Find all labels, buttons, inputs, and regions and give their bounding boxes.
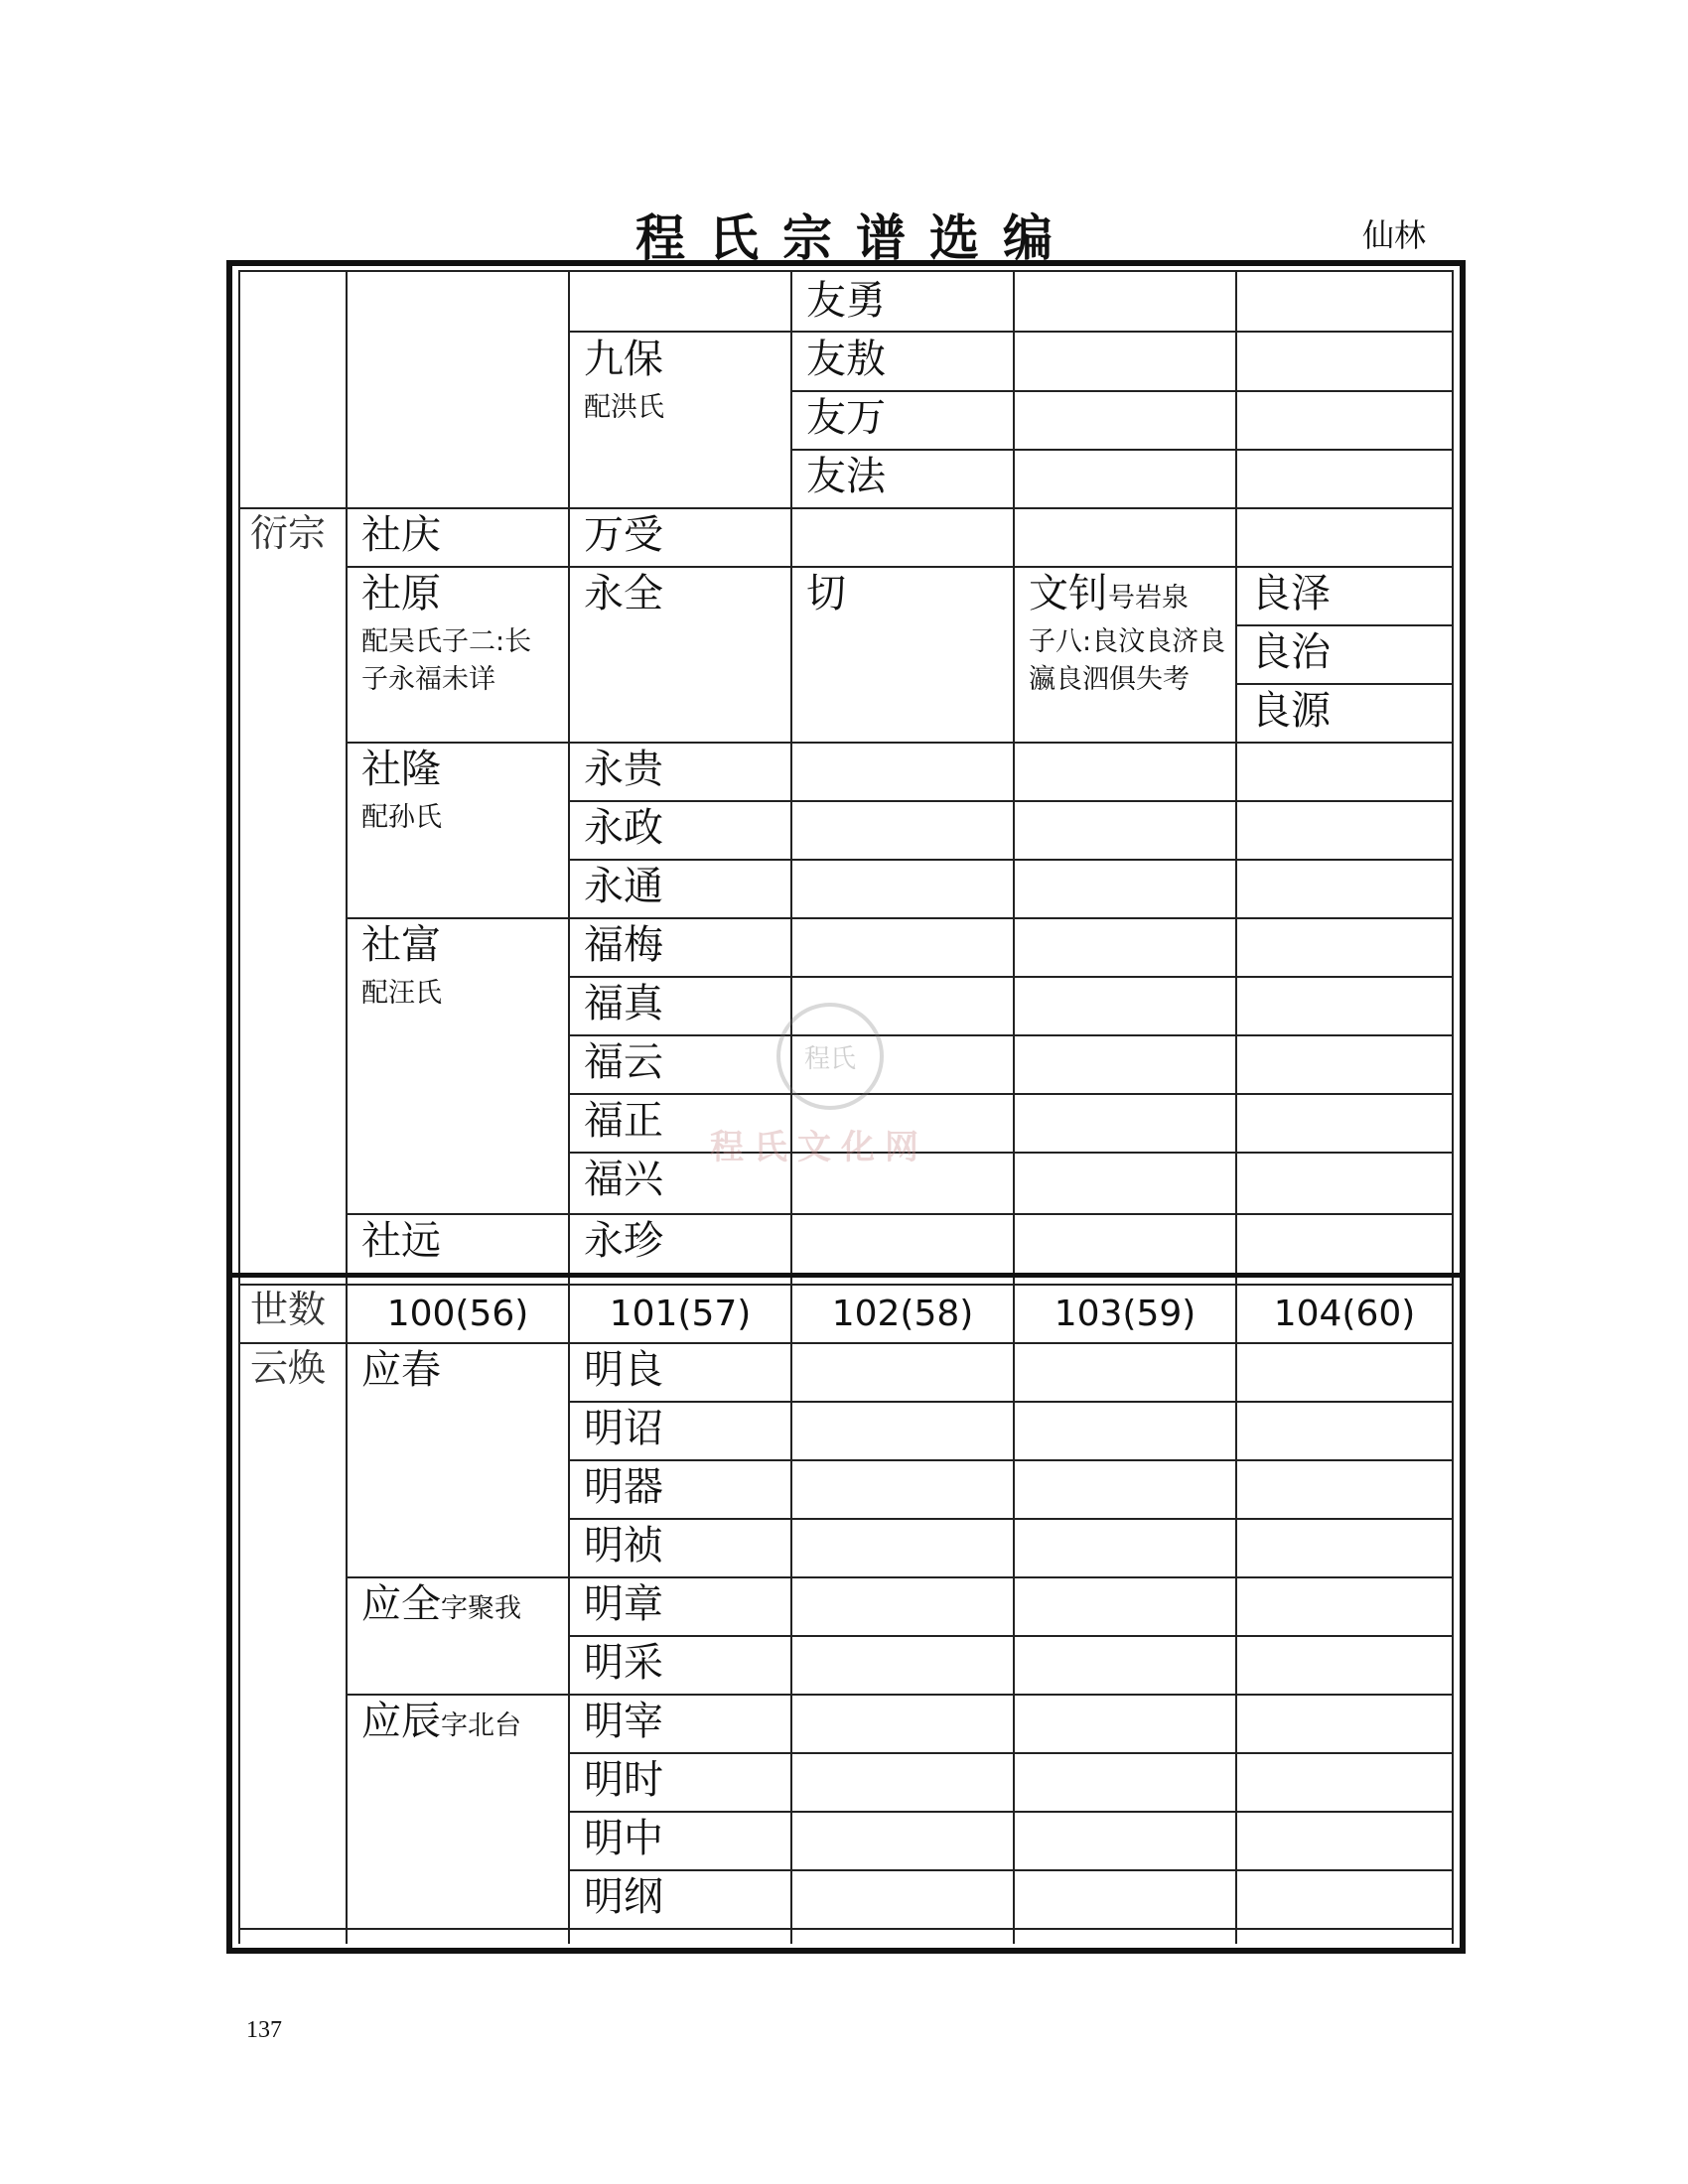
watermark-seal: 程氏 <box>776 1003 884 1110</box>
page-title: 程氏宗谱选编 <box>635 208 1076 267</box>
person-name: 社原 <box>361 571 441 616</box>
row-divider <box>238 1928 1454 1930</box>
generation-label: 世数 <box>250 1288 327 1331</box>
person-name: 永通 <box>584 864 663 909</box>
c4-name: 友法 <box>806 454 886 499</box>
person-name: 福兴 <box>584 1157 663 1202</box>
person-name: 明章 <box>584 1581 663 1627</box>
person-name: 明宰 <box>584 1699 663 1744</box>
person-name: 应春 <box>361 1347 441 1393</box>
person-name-with-note <box>361 1583 521 1625</box>
branch-label: 云焕 <box>250 1346 327 1390</box>
person-name: 永全 <box>584 571 663 616</box>
person-name: 社庆 <box>361 512 441 558</box>
person-name: 明祯 <box>584 1523 663 1569</box>
row-divider <box>568 331 1454 333</box>
generation-header: 101(57) <box>609 1294 752 1334</box>
person-name: 应全 <box>361 1581 441 1627</box>
row-divider <box>568 800 1454 802</box>
person-name: 万受 <box>584 512 663 558</box>
row-divider <box>238 1342 1454 1344</box>
person-name: 良治 <box>1251 629 1331 675</box>
row-divider <box>568 1635 1454 1637</box>
row-divider <box>568 1811 1454 1813</box>
row-divider <box>568 1518 1454 1520</box>
person-name: 明纲 <box>584 1874 663 1920</box>
generation-header: 100(56) <box>386 1294 529 1334</box>
generation-header: 103(59) <box>1054 1294 1196 1334</box>
person-name: 明良 <box>584 1347 663 1393</box>
person-note: 配汪氏 <box>361 978 442 1009</box>
person-name: 永珍 <box>584 1218 663 1264</box>
person-name: 应辰 <box>361 1699 441 1744</box>
person-note: 配洪氏 <box>584 392 664 423</box>
person-name: 福梅 <box>584 922 663 968</box>
c4-name: 友万 <box>806 395 886 441</box>
col-divider <box>238 270 240 1944</box>
place-name: 仙林 <box>1362 216 1427 254</box>
person-name: 永贵 <box>584 747 663 792</box>
person-name-with-note <box>361 1701 521 1742</box>
person-inline-note: 号岩泉 <box>1108 583 1189 614</box>
row-divider <box>568 859 1454 861</box>
person-name: 明采 <box>584 1640 663 1686</box>
row-divider <box>346 1213 1454 1215</box>
row-divider <box>346 742 1454 744</box>
row-divider <box>568 1869 1454 1871</box>
page-number: 137 <box>246 2017 282 2043</box>
person-name: 良泽 <box>1251 571 1331 616</box>
watermark-text: 程氏文化网 <box>710 1128 928 1167</box>
row-divider <box>568 1459 1454 1461</box>
person-inline-note: 字聚我 <box>441 1593 521 1624</box>
c4-name: 友勇 <box>806 278 886 324</box>
person-note: 配孙氏 <box>361 802 442 833</box>
person-name: 社远 <box>361 1218 441 1264</box>
row-divider <box>568 1752 1454 1754</box>
person-name: 切 <box>806 571 846 616</box>
person-name: 福真 <box>584 981 663 1026</box>
person-name: 明诏 <box>584 1406 663 1451</box>
person-name: 明中 <box>584 1816 663 1861</box>
person-name-with-note <box>1029 573 1189 614</box>
generation-header: 102(58) <box>831 1294 974 1334</box>
person-name: 良源 <box>1251 688 1331 734</box>
row-divider <box>568 1034 1454 1036</box>
row-divider <box>568 976 1454 978</box>
row-divider <box>1235 683 1454 685</box>
row-divider <box>346 566 1454 568</box>
row-divider <box>1235 624 1454 626</box>
c4-name: 友敖 <box>806 337 886 382</box>
row-divider <box>346 1576 1454 1578</box>
person-inline-note: 字北台 <box>441 1710 521 1741</box>
row-divider <box>238 507 1454 509</box>
person-name: 福云 <box>584 1039 663 1085</box>
row-divider <box>346 917 1454 919</box>
person-note: 子八:良汶良济良瀛良泗俱失考 <box>1029 626 1226 695</box>
generation-header: 104(60) <box>1273 1294 1416 1334</box>
person-name: 明器 <box>584 1464 663 1510</box>
person-name: 福正 <box>584 1098 663 1144</box>
branch-label: 衍宗 <box>250 511 327 555</box>
row-divider <box>238 270 1454 272</box>
person-note: 配吴氏子二:长子永福未详 <box>361 626 532 695</box>
person-name: 永政 <box>584 805 663 851</box>
row-divider <box>790 449 1454 451</box>
row-divider <box>346 1694 1454 1696</box>
row-divider <box>790 390 1454 392</box>
section-separator <box>238 1284 1454 1286</box>
row-divider <box>568 1152 1454 1154</box>
person-name: 文钊 <box>1029 571 1108 616</box>
person-name: 社富 <box>361 922 441 968</box>
section-separator <box>232 1273 1460 1278</box>
person-name: 社隆 <box>361 747 441 792</box>
person-name: 九保 <box>584 337 663 382</box>
person-name: 明时 <box>584 1757 663 1803</box>
row-divider <box>568 1093 1454 1095</box>
row-divider <box>568 1401 1454 1403</box>
